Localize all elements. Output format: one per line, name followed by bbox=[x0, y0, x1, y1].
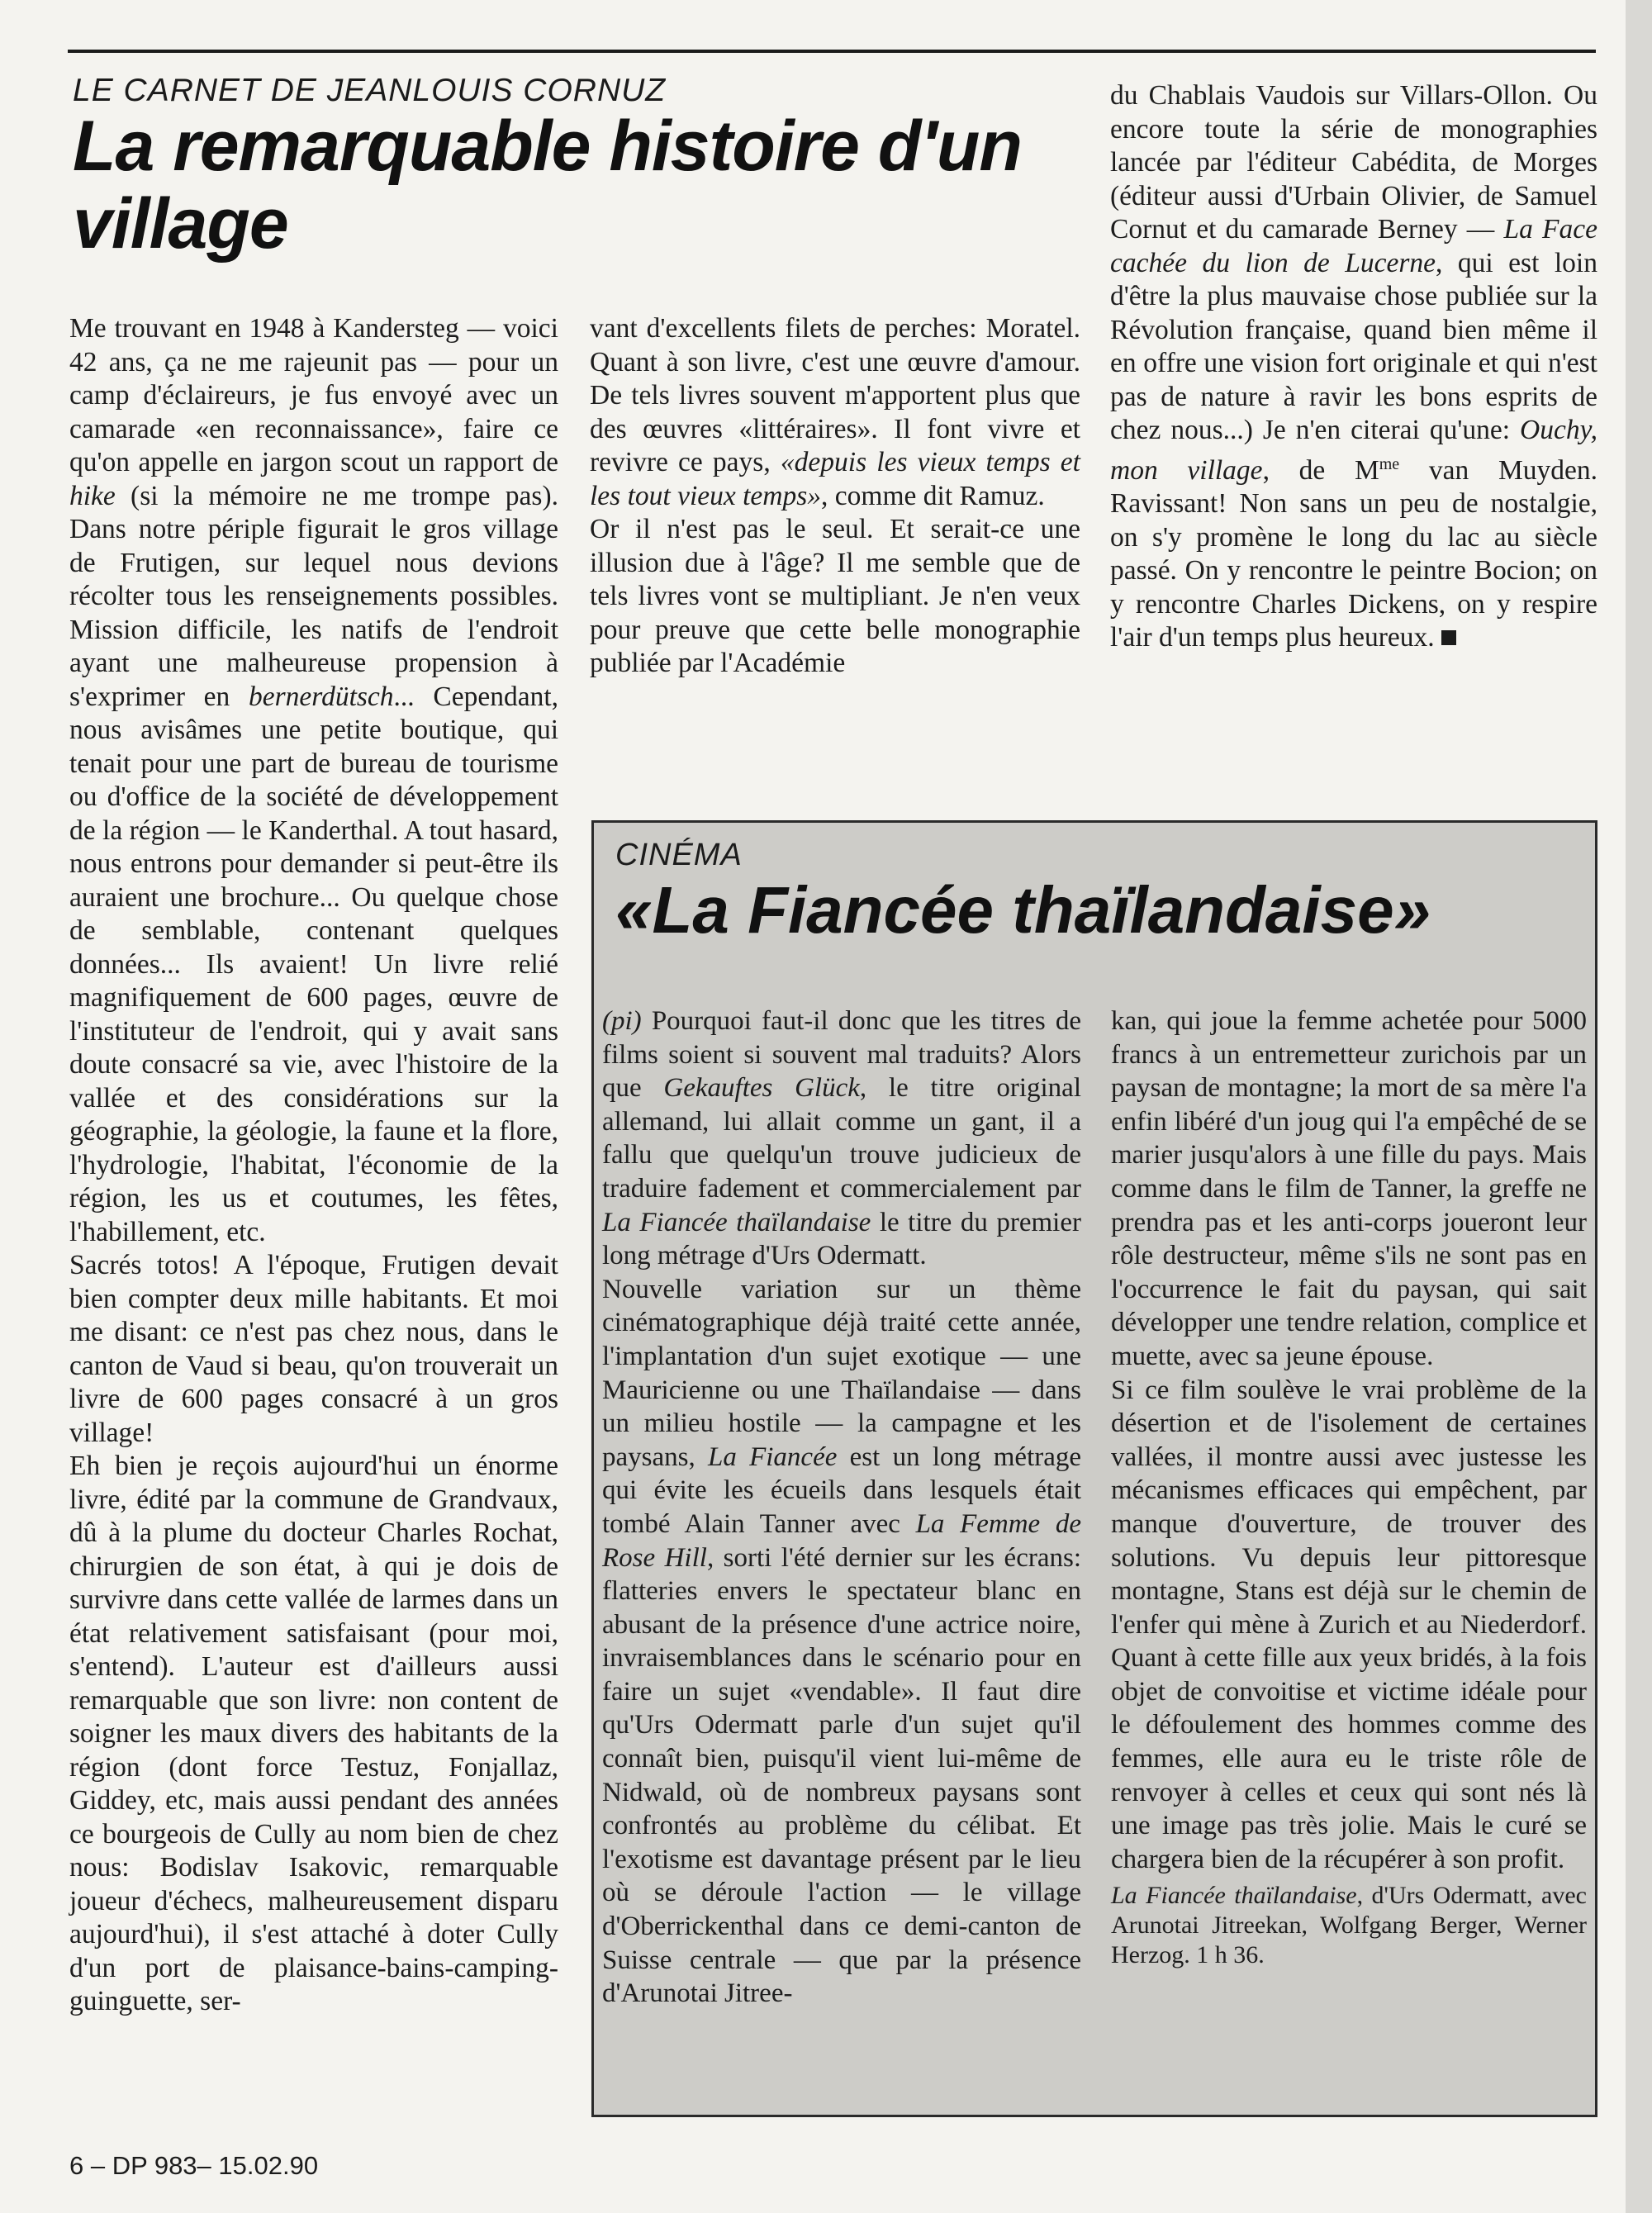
paragraph: (pi) Pourquoi faut-il donc que les titres de films soient si souvent mal traduits? Alors que Gekauftes Glück, le titre original allemand, lui allait comme un gant, il a fallu que quelqu'un trouve judicieux de traduire fadement et commercialement par La Fiancée thaïlandaise le titre du premier long métrage d'Urs Odermatt. bbox=[602, 1006, 1081, 1271]
paragraph: Si ce film soulève le vrai problème de la désertion et de l'isolement de certaines vallées, il montre aussi avec justesse les mécanismes efficaces qui empêchent, par manque d'ouverture, de trouver des solutions. Vu depuis leur pittoresque montagne, Stans est déjà sur le chemin de l'enfer qui mène à Zurich et au Niederdorf. Quant à cette fille aux yeux bridés, à la fois objet de convoitise et victime idéale pour le défoulement des hommes comme des femmes, elle aura eu le triste rôle de renvoyer à celles et ceux qui sont nés là une image pas très jolie. Mais le curé se chargera bien de la récupérer à son profit. bbox=[1111, 1375, 1587, 1874]
paragraph: Nouvelle variation sur un thème cinématographique déjà traité cette année, l'implantation d'un sujet exotique — une Mauricienne ou une Thaïlandaise — dans un milieu hostile — la campagne et les paysans, La Fiancée est un long métrage qui évite les écueils dans lesquels était tombé Alain Tanner avec La Femme de Rose Hill, sorti l'été dernier sur les écrans: flatteries envers le spectateur blanc en abusant de la présence d'une actrice noire, invraisemblances dans le scénario pour en faire un sujet «vendable». Il faut dire qu'Urs Odermatt parle d'un sujet qu'il connaît bien, puisqu'il vient lui-même de Nidwald, où de nombreux paysans sont confrontés au problème du célibat. Et l'exotisme est davantage présent par le lieu où se déroule l'action — le village d'Oberrickenthal dans ce demi-canton de Suisse centrale — que par la présence d'Arunotai Jitree- bbox=[602, 1274, 1082, 2009]
page-edge bbox=[1626, 0, 1652, 2213]
article-column-1 bbox=[69, 312, 558, 2019]
column-kicker: LE CARNET DE JEANLOUIS CORNUZ bbox=[73, 73, 667, 108]
paragraph: du Chablais Vaudois sur Villars-Ollon. Ou encore toute la série de monographies lancée par l'éditeur Cabédita, de Morges (éditeur aussi d'Urbain Olivier, de Samuel Cornut et du camarade Berney — La Face cachée du lion de Lucerne, qui est loin d'être la plus mauvaise chose publiée sur la Révolution française, quand bien même il en offre une vision fort originale et qui n'est pas de nature à ravir les bons esprits de chez nous...) Je n'en citerai qu'une: Ouchy, mon village, de $M^{me}$ van Muyden. Ravissant! Non sans un peu de nostalgie, on s'y promène le long du lac au siècle passé. On y rencontre le peintre Bocion; on y rencontre Charles Dickens, on y respire l'air d'un temps plus heureux. bbox=[1110, 80, 1597, 653]
paragraph: kan, qui joue la femme achetée pour 5000 francs à un entremetteur zurichois par un paysan de montagne; la mort de sa mère l'a enfin libéré d'un joug qui l'a empêché de se marier jusqu'alors à une fille du pays. Mais comme dans le film de Tanner, la greffe ne prendra pas et les anti-corps joueront leur rôle destructeur, même s'ils ne sont pas en l'occurrence le fait du paysan, qui sait développer une tendre relation, complice et muette, avec sa jeune épouse. bbox=[1111, 1006, 1587, 1371]
article-column-2 bbox=[590, 312, 1080, 681]
article-title: La remarquable histoire d'un village bbox=[73, 107, 1022, 264]
paragraph: Eh bien je reçois aujourd'hui un énorme livre, édité par la commune de Grandvaux, dû à la plume du docteur Charles Rochat, chirurgien de son état, à qui je dois de survivre dans cette vallée de larmes dans un état relativement satisfaisant (pour moi, s'entend). L'auteur est d'ailleurs aussi remarquable que son livre: non content de soigner les maux divers des habitants de la région (dont force Testuz, Fonjallaz, Giddey, etc, mais aussi pendant des années ce bourgeois de Cully au nom bien de chez nous: Bodislav Isakovic, remarquable joueur d'échecs, malheureusement disparu aujourd'hui), il s'est attaché à doter Cully d'un port de plaisance-bains-camping-guinguette, ser- bbox=[69, 1451, 558, 2016]
paragraph: vant d'excellents filets de perches: Moratel. Quant à son livre, c'est une œuvre d'amour. De tels livres souvent m'apportent plus que des œuvres «littéraires». Il font vivre et revivre ce pays, «depuis les vieux temps et les tout vieux temps», comme dit Ramuz. bbox=[590, 313, 1080, 511]
film-credits: La Fiancée thaïlandaise, d'Urs Odermatt, avec Arunotai Jitreekan, Wolfgang Berger, Werner Herzog. 1 h 36. bbox=[1111, 1882, 1587, 1969]
page-folio: 6 – DP 983– 15.02.90 bbox=[69, 2151, 319, 2180]
cinema-kicker: CINÉMA bbox=[615, 838, 743, 872]
cinema-title: «La Fiancée thaïlandaise» bbox=[615, 873, 1431, 947]
paragraph: Me trouvant en 1948 à Kandersteg — voici 42 ans, ça ne me rajeunit pas — pour un camp d'éclaireurs, je fus envoyé avec un camarade «en reconnaissance», faire ce qu'on appelle en jargon scout un rapport de hike (si la mémoire ne me trompe pas). Dans notre périple figurait le gros village de Frutigen, sur lequel nous devions récolter tous les renseignements possibles. Mission difficile, les natifs de l'endroit ayant une malheureuse propension à s'exprimer en bernerdütsch... Cependant, nous avisâmes une petite boutique, qui tenait pour une part de bureau de tourisme ou d'office de la société de développement de la région — le Kanderthal. A tout hasard, nous entrons pour demander si peut-être ils auraient une brochure... Ou quelque chose de semblable, contenant quelques données... Ils avaient! Un livre relié magnifiquement de 600 pages, œuvre de l'instituteur de l'endroit, qui y avait sans doute consacré sa vie, avec l'histoire de la vallée et des considérations sur la géographie, la géologie, la faune et la flore, l'hydrologie, l'habitat, l'économie de la région, les us et coutumes, les fêtes, l'habillement, etc. bbox=[69, 313, 558, 1247]
cinema-column-1 bbox=[602, 1004, 1081, 2011]
paragraph: Sacrés totos! A l'époque, Frutigen devait bien compter deux mille habitants. Et moi me disant: ce n'est pas chez nous, dans le canton de Vaud si beau, qu'on trouverait un livre de 600 pages consacré à un gros village! bbox=[69, 1250, 558, 1448]
article-column-3 bbox=[1110, 79, 1597, 655]
end-of-article-mark bbox=[1441, 630, 1456, 645]
cinema-review-box bbox=[591, 820, 1597, 2117]
top-rule bbox=[68, 50, 1596, 53]
paragraph: Or il n'est pas le seul. Et serait-ce une illusion due à l'âge? Il me semble que de tels livres vont se multipliant. Je n'en veux pour preuve que cette belle monographie publiée par l'Académie bbox=[590, 514, 1080, 678]
cinema-column-2 bbox=[1111, 1004, 1587, 1970]
